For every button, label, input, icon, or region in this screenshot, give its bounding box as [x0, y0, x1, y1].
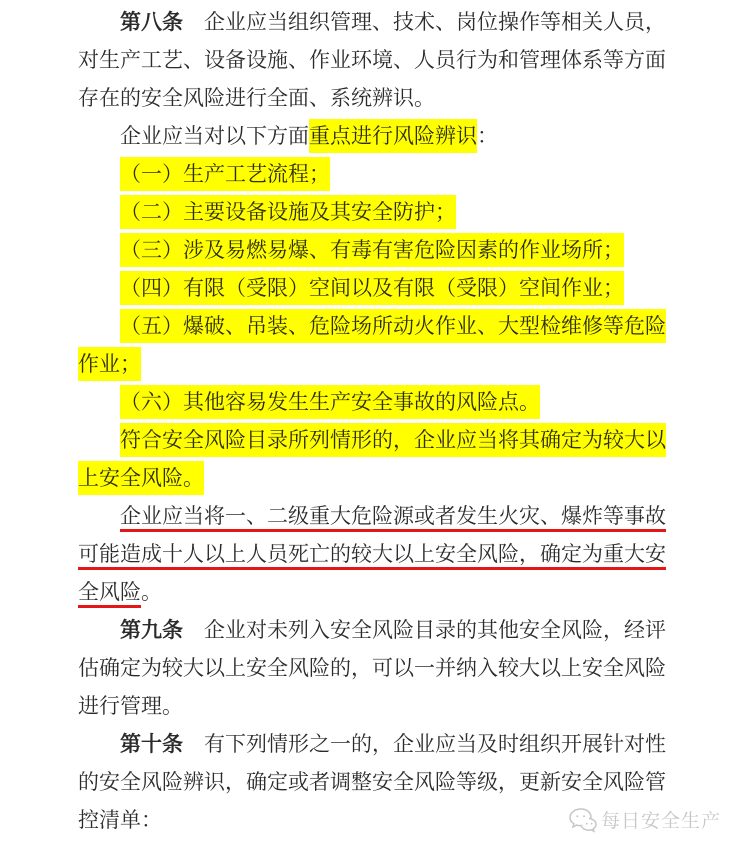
watermark [564, 806, 721, 833]
paragraph-catalog-clause [78, 421, 666, 497]
paragraph-item-5 [78, 307, 666, 383]
article-number: 第八条 [120, 9, 183, 34]
wechat-icon [568, 807, 598, 833]
paragraph-item-3 [78, 231, 666, 269]
paragraph-item-4 [78, 269, 666, 307]
highlighted-text: （三）涉及易燃易爆、有毒有害危险因素的作业场所； [120, 233, 624, 267]
paragraph-article-9 [78, 611, 666, 725]
text-run: ： [477, 124, 498, 148]
watermark-label: 每日安全生产 [600, 810, 721, 832]
text-run: 企业应当对以下方面 [120, 124, 309, 148]
paragraph-item-1 [78, 155, 666, 193]
article-number: 第十条 [120, 731, 183, 756]
highlighted-text: （六）其他容易发生生产安全事故的风险点。 [120, 385, 540, 419]
paragraph-major-risk-clause [78, 497, 666, 611]
text-run: 有下列情形之一的，企业应当及时组织开展针对性的安全风险辨识，确定或者调整安全风险等级，更新安全风险管控清单： [78, 732, 666, 832]
highlighted-text: （五）爆破、吊装、危险场所动火作业、大型检维修等危险作业； [78, 309, 666, 381]
text-run: 。 [141, 580, 162, 604]
document-body [78, 3, 666, 839]
article-number: 第九条 [120, 617, 183, 642]
paragraph-article-8-intro [78, 117, 666, 155]
highlighted-text: 符合安全风险目录所列情形的，企业应当将其确定为较大以上安全风险。 [78, 423, 666, 495]
text-run: 企业对未列入安全风险目录的其他安全风险，经评估确定为较大以上安全风险的，可以一并纳入较大以上安全风险进行管理。 [78, 618, 666, 718]
highlighted-text: （二）主要设备设施及其安全防护； [120, 195, 456, 229]
highlighted-text: （一）生产工艺流程； [120, 157, 330, 191]
text-run: 企业应当组织管理、技术、岗位操作等相关人员，对生产工艺、设备设施、作业环境、人员行为和管理体系等方面存在的安全风险进行全面、系统辨识。 [78, 10, 666, 110]
red-underlined-text: 企业应当将一、二级重大危险源或者发生火灾、爆炸等事故可能造成十人以上人员死亡的较大以上安全风险，确定为重大安全风险 [78, 504, 666, 604]
highlighted-text: （四）有限（受限）空间以及有限（受限）空间作业； [120, 271, 624, 305]
paragraph-item-2 [78, 193, 666, 231]
paragraph-article-8 [78, 3, 666, 117]
highlighted-text: 重点进行风险辨识 [309, 119, 477, 153]
paragraph-item-6 [78, 383, 666, 421]
